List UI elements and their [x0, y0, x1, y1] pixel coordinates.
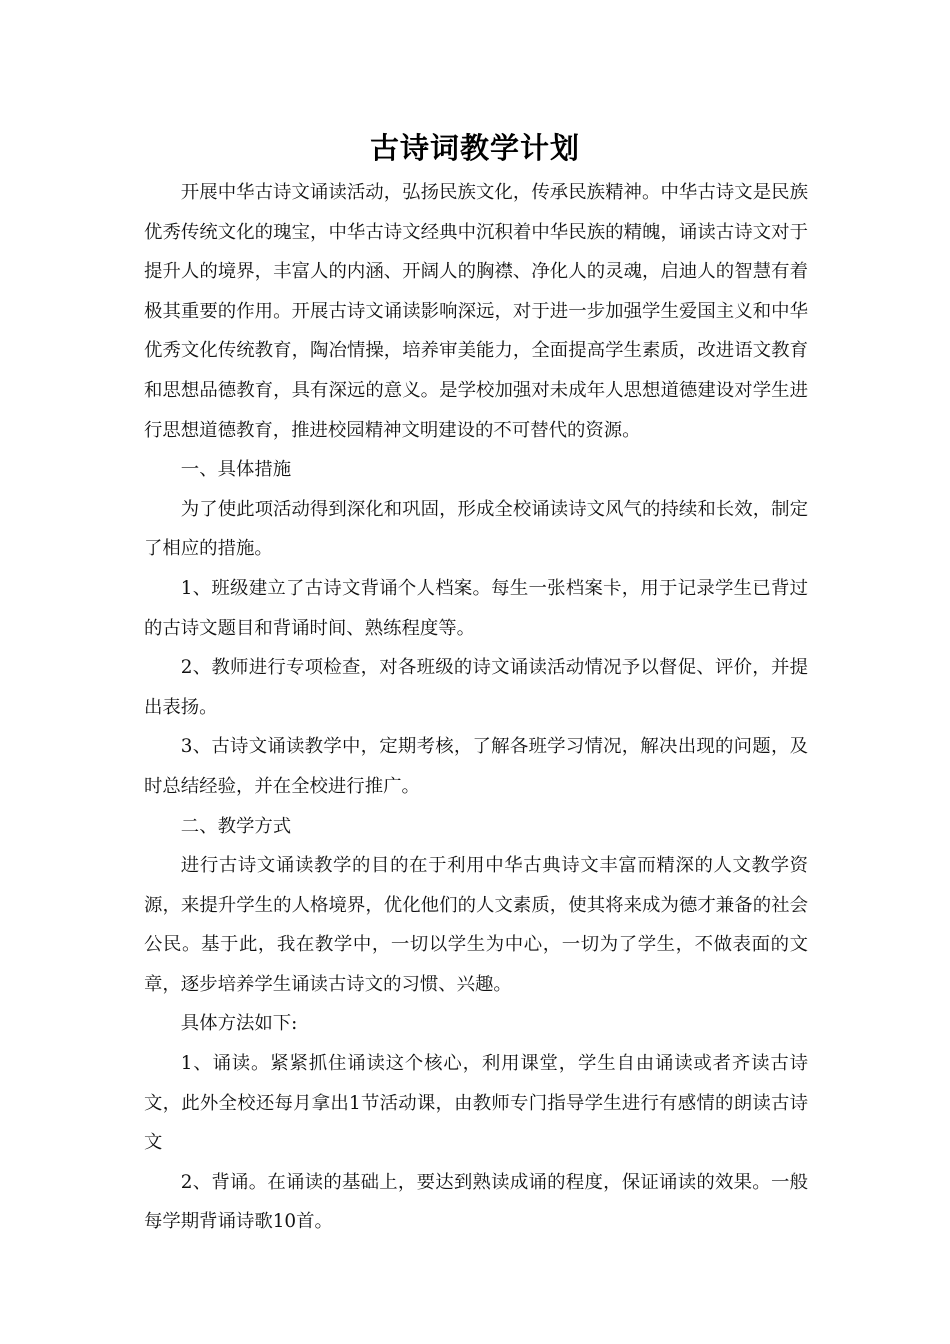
teaching-methods-paragraph: 进行古诗文诵读教学的目的在于利用中华古典诗文丰富而精深的人文教学资源，来提升学生的人格境界，优化他们的人文素质，使其将来成为德才兼备的社会公民。基于此，我在教学中，一切以学生为中心，一切为了学生，不做表面的文章，逐步培养学生诵读古诗文的习惯、兴趣。	[144, 855, 808, 995]
section-heading-teaching-methods: 二、教学方式	[180, 815, 292, 837]
document-body	[144, 173, 808, 1242]
measures-intro-paragraph: 为了使此项活动得到深化和巩固，形成全校诵读诗文风气的持续和长效，制定了相应的措施。	[144, 498, 808, 560]
document-title: 古诗词教学计划	[369, 131, 580, 165]
intro-paragraph: 开展中华古诗文诵读活动，弘扬民族文化，传承民族精神。中华古诗文是民族优秀传统文化的瑰宝，中华古诗文经典中沉积着中华民族的精魄，诵读古诗文对于提升人的境界，丰富人的内涵、开阔人的胸襟、净化人的灵魂，启迪人的智慧有着极其重要的作用。开展古诗文诵读影响深远，对于进一步加强学生爱国主义和中华优秀文化传统教育，陶冶情操，培养审美能力，全面提高学生素质，改进语文教育和思想品德教育，具有深远的意义。是学校加强对未成年人思想道德建设对学生进行思想道德教育，推进校园精神文明建设的不可替代的资源。	[144, 182, 808, 441]
method-item-2: 2、背诵。在诵读的基础上，要达到熟读成诵的程度，保证诵读的效果。一般每学期背诵诗歌10首。	[144, 1171, 808, 1233]
measure-item-3: 3、古诗文诵读教学中，定期考核，了解各班学习情况，解决出现的问题，及时总结经验，并在全校进行推广。	[144, 736, 808, 797]
method-item-1: 1、诵读。紧紧抓住诵读这个核心，利用课堂，学生自由诵读或者齐读古诗文，此外全校还每月拿出1节活动课，由教师专门指导学生进行有感情的朗读古诗文	[144, 1053, 808, 1154]
measure-item-2: 2、教师进行专项检查，对各班级的诗文诵读活动情况予以督促、评价，并提出表扬。	[144, 657, 808, 718]
methods-list-heading: 具体方法如下:	[180, 1013, 298, 1035]
section-heading-measures: 一、具体措施	[180, 459, 292, 481]
measure-item-1: 1、班级建立了古诗文背诵个人档案。每生一张档案卡，用于记录学生已背过的古诗文题目和背诵时间、熟练程度等。	[144, 577, 808, 639]
